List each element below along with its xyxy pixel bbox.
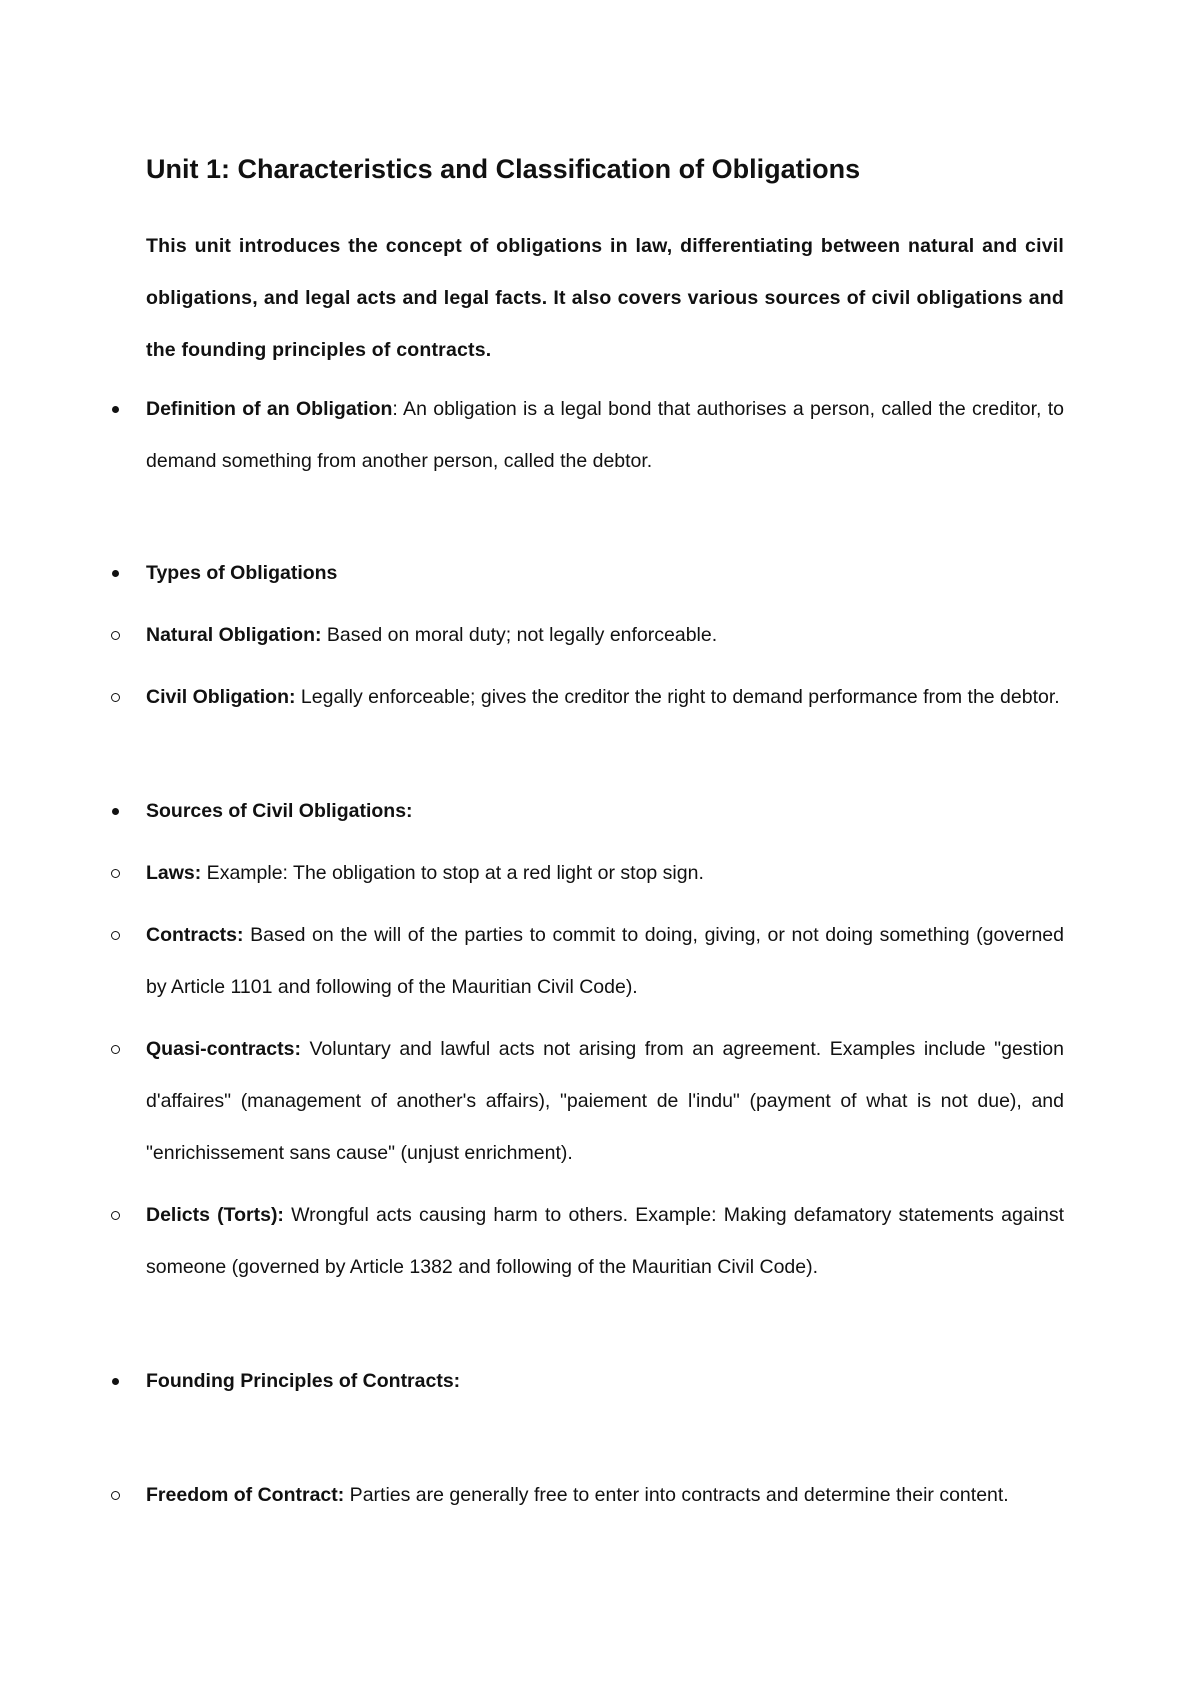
list-item-delicts (146, 1189, 1064, 1293)
item-text: Wrongful acts causing harm to others. Example: Making defamatory statements against someone (governed by Article 1382 and following of the Mauritian Civil Code). (146, 1204, 1065, 1278)
intro-paragraph: This unit introduces the concept of obligations in law, differentiating between natural and civil obligations, and legal acts and legal facts. It also covers various sources of civil obligations and the founding principles of contracts. (146, 235, 1064, 361)
list-item-types (146, 547, 1064, 599)
list-item-civil-obligation (146, 671, 1064, 723)
item-term: Delicts (Torts): (146, 1204, 284, 1226)
list-item-contracts (146, 909, 1064, 1013)
item-term: Natural Obligation: (146, 624, 322, 646)
list-item-natural-obligation (146, 609, 1064, 661)
circle-bullet-icon (108, 671, 122, 723)
bullet-icon (108, 383, 122, 435)
list-item-quasi-contracts (146, 1023, 1064, 1179)
circle-bullet-icon (108, 1469, 122, 1521)
item-term: Types of Obligations (146, 562, 338, 584)
bullet-icon (108, 547, 122, 599)
page-title: Unit 1: Characteristics and Classification of Obligations (146, 154, 861, 184)
item-text: Parties are generally free to enter into contracts and determine their content. (344, 1484, 1009, 1506)
item-text: Example: The obligation to stop at a red light or stop sign. (201, 862, 704, 884)
item-term: Sources of Civil Obligations: (146, 800, 413, 822)
list-item-founding-principles (146, 1355, 1064, 1407)
circle-bullet-icon (108, 1189, 122, 1241)
item-text: : An obligation is a legal bond that authorises a person, called the creditor, to demand something from another person, called the debtor. (146, 398, 1064, 472)
item-term: Civil Obligation: (146, 686, 296, 708)
item-term: Definition of an Obligation (146, 398, 393, 420)
circle-bullet-icon (108, 1023, 122, 1075)
item-text: Based on moral duty; not legally enforceable. (321, 624, 718, 646)
circle-bullet-icon (108, 909, 122, 961)
bullet-icon (108, 785, 122, 837)
item-term: Quasi-contracts: (146, 1038, 301, 1060)
item-text: Legally enforceable; gives the creditor the right to demand performance from the debtor. (295, 686, 1060, 708)
circle-bullet-icon (108, 847, 122, 899)
list-item-laws (146, 847, 1064, 899)
item-term: Contracts: (146, 924, 244, 946)
circle-bullet-icon (108, 609, 122, 661)
item-term: Founding Principles of Contracts: (146, 1370, 461, 1392)
item-text: Based on the will of the parties to commit to doing, giving, or not doing something (governed by Article 1101 and following of the Mauritian Civil Code). (146, 924, 1064, 998)
list-item-definition (146, 383, 1064, 487)
item-text: Voluntary and lawful acts not arising from an agreement. Examples include "gestion d'affaires" (management of another's affairs), "paiement de l'indu" (payment of what is not due), and "enrichissement sans cause" (unjust enrichment). (146, 1038, 1064, 1164)
item-term: Laws: (146, 862, 202, 884)
list-item-sources (146, 785, 1064, 837)
bullet-icon (108, 1355, 122, 1407)
list-item-freedom-of-contract (146, 1469, 1064, 1521)
item-term: Freedom of Contract: (146, 1484, 345, 1506)
